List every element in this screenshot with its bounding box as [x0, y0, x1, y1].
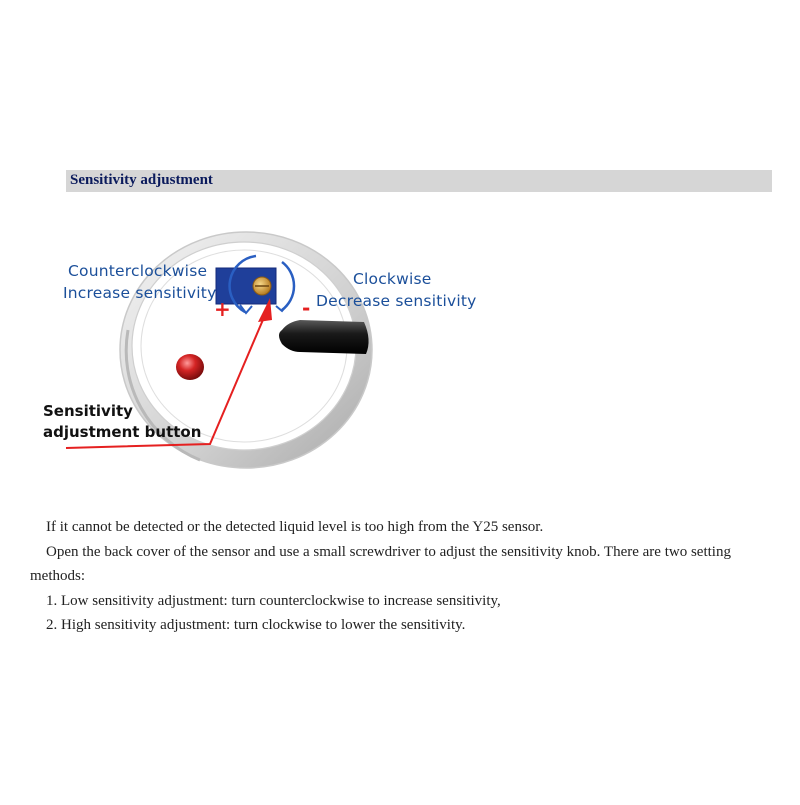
- method-1: 1. Low sensitivity adjustment: turn counterclockwise to increase sensitivity,: [46, 592, 501, 609]
- instructions: [30, 515, 775, 638]
- section-title: Sensitivity adjustment: [70, 172, 213, 188]
- led-indicator: [176, 354, 204, 380]
- ccw-label: Counterclockwise: [68, 262, 208, 280]
- cw-label: Clockwise: [353, 270, 432, 288]
- method-2: 2. High sensitivity adjustment: turn clockwise to lower the sensitivity.: [46, 617, 466, 633]
- instruction-line-cont: methods:: [30, 568, 85, 584]
- increase-sensitivity-label: Increase sensitivity: [63, 284, 217, 302]
- button-label-line2: adjustment button: [43, 423, 202, 441]
- minus-sign: -: [302, 296, 311, 320]
- screwdriver: [279, 320, 369, 354]
- decrease-sensitivity-label: Decrease sensitivity: [316, 292, 477, 310]
- instruction-line: Open the back cover of the sensor and use a small screwdriver to adjust the sensitivity knob. There are two setting: [46, 543, 731, 560]
- button-label-line1: Sensitivity: [43, 402, 133, 420]
- intro-line: If it cannot be detected or the detected liquid level is too high from the Y25 sensor.: [46, 519, 544, 535]
- plus-sign: +: [214, 297, 231, 321]
